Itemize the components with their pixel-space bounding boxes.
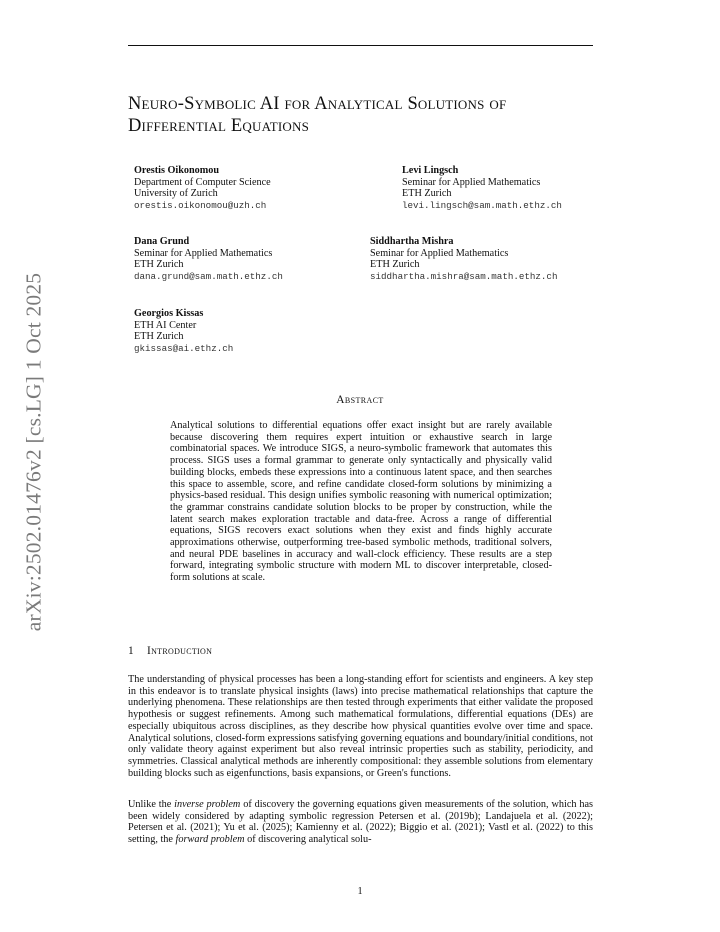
emphasis-forward-problem: forward problem (175, 834, 245, 846)
author-email[interactable]: siddhartha.mishra@sam.math.ethz.ch (370, 271, 558, 283)
author-affiliation: ETH Zurich (370, 259, 420, 271)
author-block (402, 165, 562, 212)
author-affiliation: ETH Zurich (134, 331, 184, 343)
author-block (134, 308, 233, 355)
section-number: 1 (128, 645, 134, 657)
body-paragraph: The understanding of physical processes has been a long-standing effort for scientists and engineers. A key step in this endeavor is to translate physical insights (laws) into precise mathematical relationships that capture the underlying phenomena. These relationships are then tested through experiments that either validate the proposed hypothesis or suggest refinements. Among such mathematical formulations, differential equations (DEs) are especially ubiquitous across disciplines, as they describe how physical quantities evolve over time and space. Analytical solutions, closed-form expressions satisfying governing equations and boundary/initial conditions, not only validate theory against experiment but also reveal intrinsic properties such as stability, periodicity, and symmetries. Classical analytical methods are inherently compositional: they assemble solutions from elementary building blocks such as eigenfunctions, basis expansions, or Green's functions. (128, 674, 593, 779)
author-name: Levi Lingsch (402, 165, 459, 176)
body-paragraph (128, 799, 593, 846)
author-affiliation: ETH Zurich (402, 188, 452, 200)
author-block (370, 236, 557, 283)
top-rule (128, 45, 593, 46)
author-email[interactable]: levi.lingsch@sam.math.ethz.ch (402, 200, 562, 212)
author-name: Siddhartha Mishra (370, 236, 454, 247)
page-number: 1 (357, 886, 363, 897)
paragraph-text: of discovering analytical solu- (244, 834, 372, 846)
emphasis-inverse-problem: inverse problem (174, 799, 241, 810)
author-email[interactable]: gkissas@ai.ethz.ch (134, 343, 234, 355)
author-affiliation: ETH AI Center (134, 319, 197, 331)
author-affiliation: Seminar for Applied Mathematics (370, 247, 509, 259)
author-affiliation: Seminar for Applied Mathematics (134, 247, 273, 259)
author-name: Orestis Oikonomou (134, 165, 220, 176)
author-name: Georgios Kissas (134, 308, 204, 319)
paragraph-text: Unlike the (128, 799, 175, 810)
section-heading (128, 645, 212, 657)
author-email[interactable]: orestis.oikonomou@uzh.ch (134, 200, 267, 212)
arxiv-identifier: arXiv:2502.01476v2 [cs.LG] 1 Oct 2025 (21, 272, 46, 632)
abstract-heading: Abstract (336, 394, 384, 406)
author-affiliation: University of Zurich (134, 188, 218, 200)
paper-title: Neuro-Symbolic AI for Analytical Solutions of Differential Equations (128, 94, 507, 136)
abstract-text: Analytical solutions to differential equations offer exact insight but are rarely available because discovering them requires expert intuition or exhaustive search in large combinatorial spaces. We introduce SIGS, a neuro-symbolic framework that automates this process. SIGS uses a formal grammar to generate only syntactically and physically valid building blocks, embeds these expressions into a continuous latent space, and then searches this space to assemble, score, and refine candidate closed-form solutions by minimizing a physics-based residual. This design unifies symbolic reasoning with numerical optimization; the grammar constrains candidate solution blocks to be proper by construction, while the latent search makes exploration tractable and data-free. Across a range of differential equations, SIGS recovers exact solutions when they exist and finds highly accurate approximations otherwise, outperforming tree-based symbolic methods, traditional solvers, and neural PDE baselines in accuracy and wall-clock efficiency. These results are a step forward, integrating symbolic structure with modern ML to discover interpretable, closed-form solutions at scale. (170, 420, 552, 584)
author-block (134, 236, 283, 283)
author-affiliation: ETH Zurich (134, 259, 184, 271)
author-affiliation: Department of Computer Science (134, 176, 271, 188)
section-title: Introduction (147, 645, 213, 657)
author-affiliation: Seminar for Applied Mathematics (402, 176, 541, 188)
author-email[interactable]: dana.grund@sam.math.ethz.ch (134, 271, 283, 283)
paragraph-text: of discovery the governing equations given measurements of the solution, which has been widely considered by adapting symbolic regression Petersen et al. (2019b); Landajuela et al. (2022); Petersen et al. (2021); Yu et al. (2025); Kamienny et al. (2022); Biggio et al. (2021); Vastl et al. (2022) to this setting, the (128, 799, 593, 846)
author-block (134, 165, 271, 212)
author-name: Dana Grund (134, 236, 190, 247)
